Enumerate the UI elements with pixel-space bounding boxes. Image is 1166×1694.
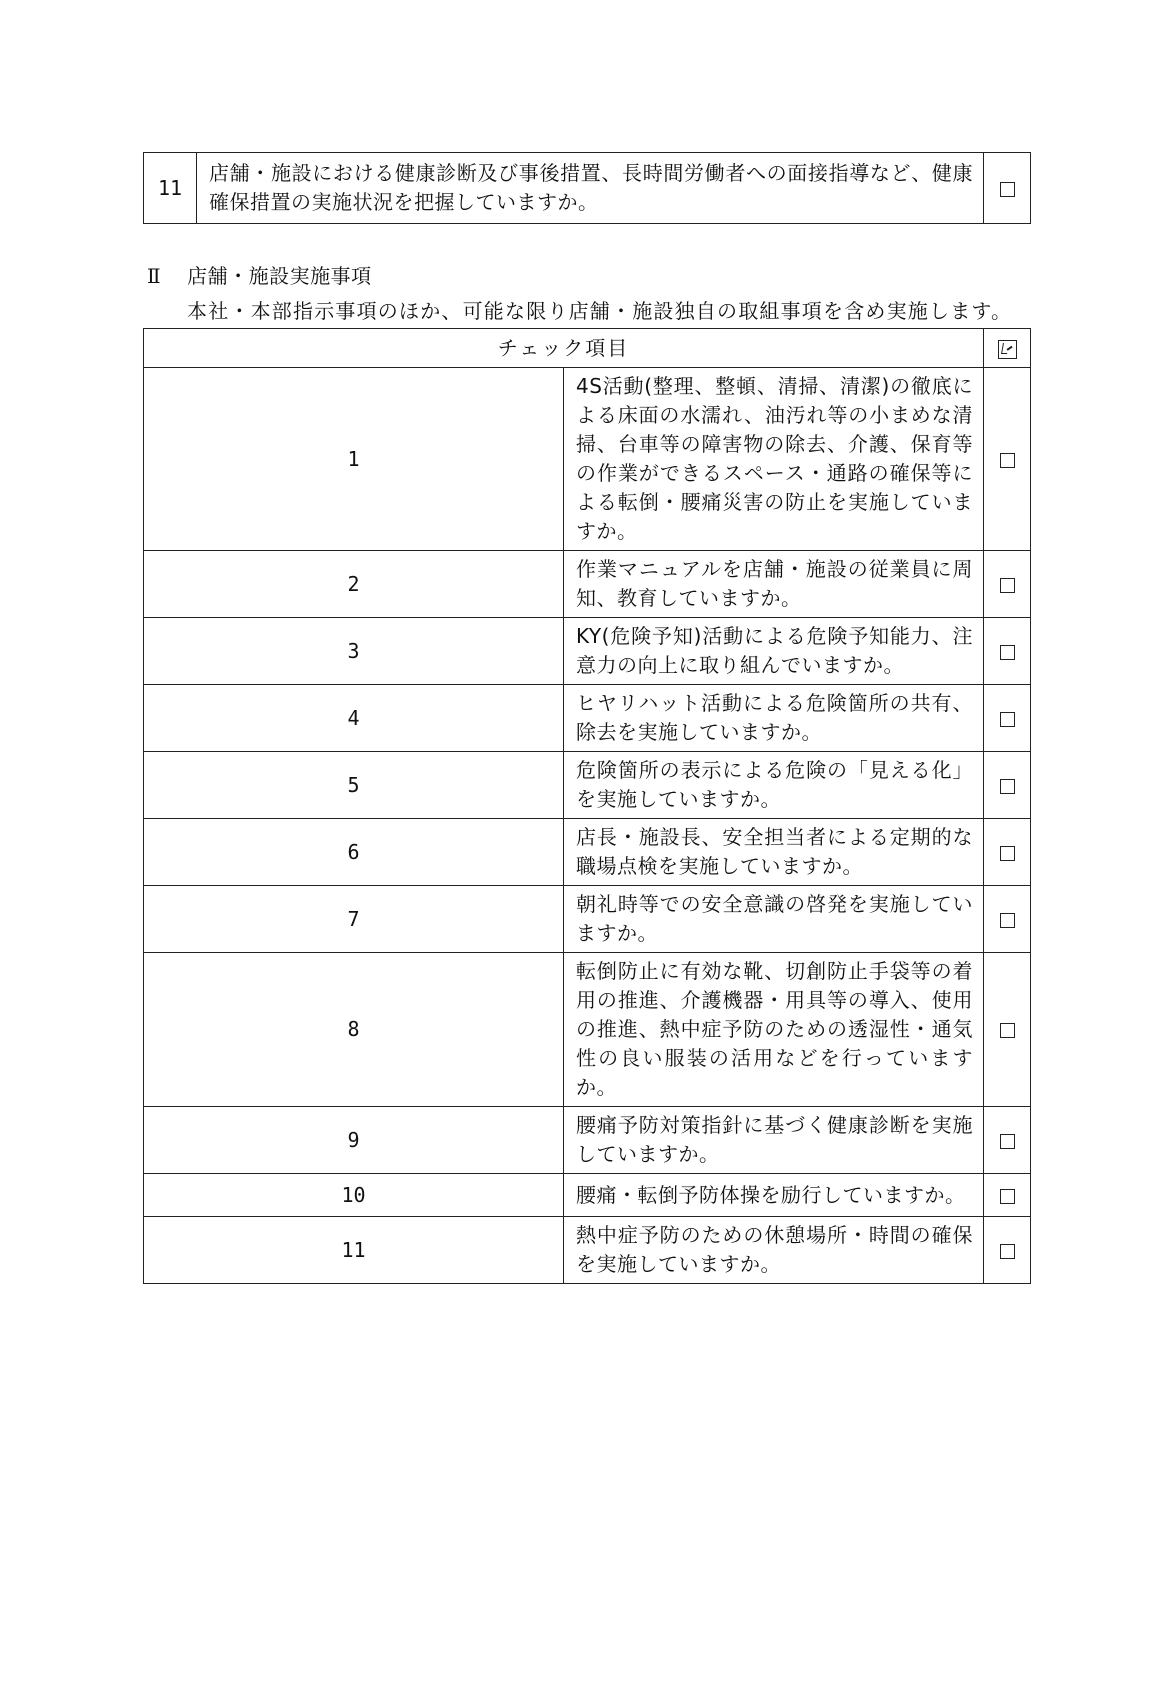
checkbox-cell bbox=[984, 1174, 1031, 1217]
table-row bbox=[144, 685, 1031, 752]
checkbox[interactable] bbox=[1000, 578, 1015, 593]
item-text: 腰痛予防対策指針に基づく健康診断を実施していますか。 bbox=[564, 1107, 984, 1174]
checkbox[interactable] bbox=[1000, 846, 1015, 861]
checkbox-cell bbox=[984, 551, 1031, 618]
header-checkbox-cell bbox=[984, 329, 1031, 368]
checkbox[interactable] bbox=[1000, 453, 1015, 468]
health-check-table bbox=[143, 152, 1031, 224]
checkbox-cell bbox=[984, 1217, 1031, 1284]
item-number: 6 bbox=[144, 819, 564, 886]
checkbox[interactable] bbox=[1000, 1023, 1015, 1038]
item-number: 11 bbox=[144, 1217, 564, 1284]
table-row bbox=[144, 752, 1031, 819]
checkbox[interactable] bbox=[1000, 1244, 1015, 1259]
checkbox-cell bbox=[984, 618, 1031, 685]
checklist-header-label: チェック項目 bbox=[144, 329, 984, 368]
item-number: 2 bbox=[144, 551, 564, 618]
item-text: 店長・施設長、安全担当者による定期的な職場点検を実施していますか。 bbox=[564, 819, 984, 886]
item-number: 3 bbox=[144, 618, 564, 685]
item-text: 転倒防止に有効な靴、切創防止手袋等の着用の推進、介護機器・用具等の導入、使用の推進、熱中症予防のための透湿性・通気性の良い服装の活用などを行っていますか。 bbox=[564, 953, 984, 1107]
table-row bbox=[144, 551, 1031, 618]
item-number: 10 bbox=[144, 1174, 564, 1217]
store-checklist-table-body bbox=[144, 368, 1031, 1284]
table-row bbox=[144, 953, 1031, 1107]
item-number: 7 bbox=[144, 886, 564, 953]
section-title: 店舗・施設実施事項 bbox=[187, 264, 372, 288]
item-text: 熱中症予防のための休憩場所・時間の確保を実施していますか。 bbox=[564, 1217, 984, 1284]
checkbox-cell bbox=[984, 953, 1031, 1107]
table-row bbox=[144, 1107, 1031, 1174]
item-number: 9 bbox=[144, 1107, 564, 1174]
table-row bbox=[144, 368, 1031, 551]
item-text: 店舗・施設における健康診断及び事後措置、長時間労働者への面接指導など、健康確保措置の実施状況を把握していますか。 bbox=[197, 153, 984, 224]
item-text: 朝礼時等での安全意識の啓発を実施していますか。 bbox=[564, 886, 984, 953]
checkbox-cell bbox=[984, 685, 1031, 752]
table-row bbox=[144, 618, 1031, 685]
table-row bbox=[144, 1217, 1031, 1284]
store-checklist-table bbox=[143, 328, 1031, 1284]
checkbox[interactable] bbox=[1000, 645, 1015, 660]
checkbox-cell bbox=[984, 886, 1031, 953]
checkbox[interactable] bbox=[1000, 182, 1015, 197]
item-text: 4S活動(整理、整頓、清掃、清潔)の徹底による床面の水濡れ、油汚れ等の小まめな清掃、台車等の障害物の除去、介護、保育等の作業ができるスペース・通路の確保等による転倒・腰痛災害の防止を実施していますか。 bbox=[564, 368, 984, 551]
checked-box-icon bbox=[998, 340, 1017, 359]
item-number: 11 bbox=[144, 153, 197, 224]
checkbox-cell bbox=[984, 153, 1031, 224]
checkbox[interactable] bbox=[1000, 913, 1015, 928]
table-row bbox=[144, 1174, 1031, 1217]
item-text: 作業マニュアルを店舗・施設の従業員に周知、教育していますか。 bbox=[564, 551, 984, 618]
section-heading bbox=[147, 264, 372, 288]
checkbox[interactable] bbox=[1000, 779, 1015, 794]
checkbox-cell bbox=[984, 368, 1031, 551]
table-row bbox=[144, 886, 1031, 953]
checkbox[interactable] bbox=[1000, 1134, 1015, 1149]
table-row bbox=[144, 819, 1031, 886]
table-row bbox=[144, 153, 1031, 224]
checkbox[interactable] bbox=[1000, 1189, 1015, 1204]
item-number: 4 bbox=[144, 685, 564, 752]
item-number: 8 bbox=[144, 953, 564, 1107]
item-text: 危険箇所の表示による危険の「見える化」を実施していますか。 bbox=[564, 752, 984, 819]
checklist-header-row bbox=[144, 329, 1031, 368]
checkbox-cell bbox=[984, 819, 1031, 886]
item-text: 腰痛・転倒予防体操を励行していますか。 bbox=[564, 1174, 984, 1217]
item-text: ヒヤリハット活動による危険箇所の共有、除去を実施していますか。 bbox=[564, 685, 984, 752]
item-number: 5 bbox=[144, 752, 564, 819]
health-check-table-body bbox=[144, 153, 1031, 224]
item-number: 1 bbox=[144, 368, 564, 551]
item-text: KY(危険予知)活動による危険予知能力、注意力の向上に取り組んでいますか。 bbox=[564, 618, 984, 685]
section-numeral: Ⅱ bbox=[147, 264, 162, 288]
section-intro: 本社・本部指示事項のほか、可能な限り店舗・施設独自の取組事項を含め実施します。 bbox=[187, 299, 1013, 323]
checkbox-cell bbox=[984, 752, 1031, 819]
checkbox-cell bbox=[984, 1107, 1031, 1174]
checkbox[interactable] bbox=[1000, 712, 1015, 727]
